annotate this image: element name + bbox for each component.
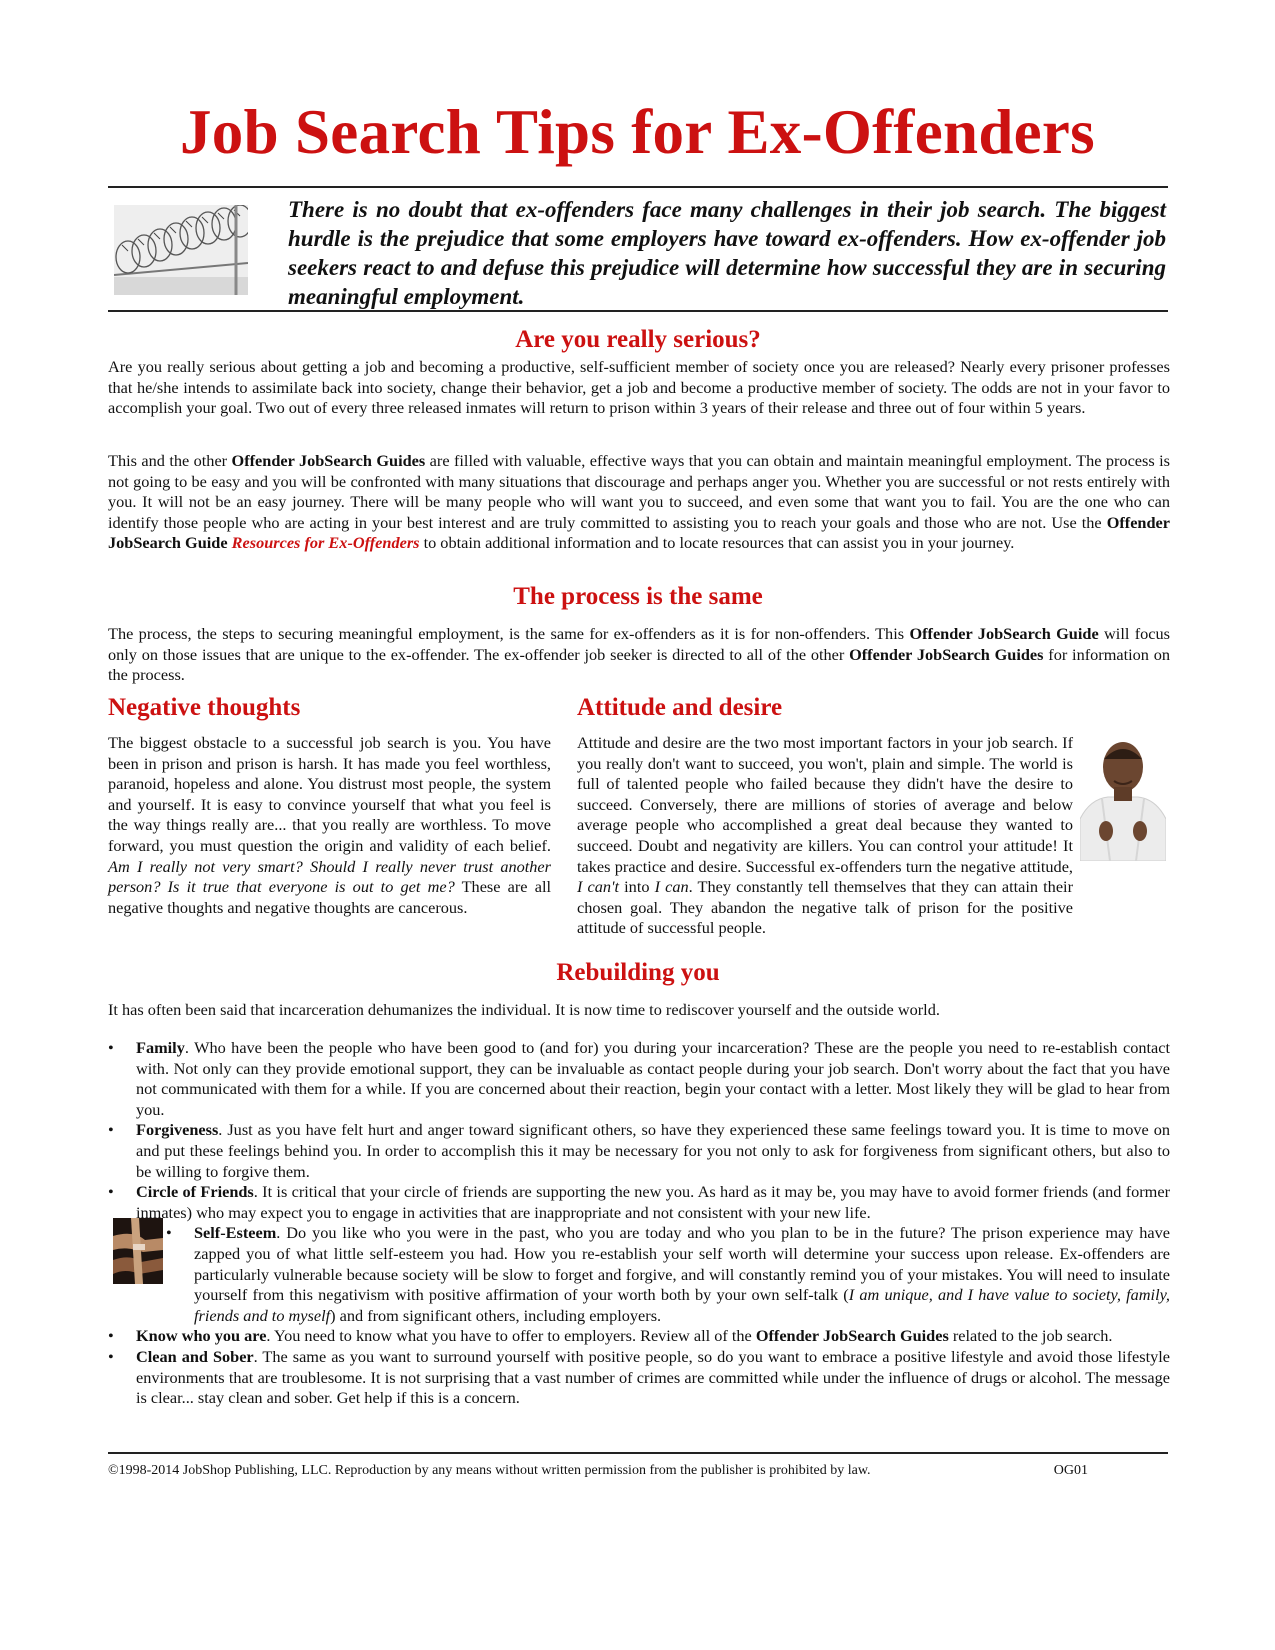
- rebuilding-lead: It has often been said that incarceration dehumanizes the individual. It is now time to rediscover yourself and the outside world.: [108, 1000, 940, 1019]
- document-code: OG01: [1053, 1463, 1088, 1478]
- attitude-paragraph-top: Attitude and desire are the two most important factors in your job search. If you really don't want to succeed, you won't, plain and simple. The world is full of talented people who failed because they didn't have the desire to succeed. Conversely, there are millions of stories of average and below average people who accomplished a great deal because they wanted to succeed. Doubt and negativity are killers. You can control your attitude! It takes practice and desire. Successful ex-offenders turn the negative attitude, I can't into I can. They constantly tell themselves that they can attain their chosen goal. They abandon the negative talk of prison for the positive attitude of successful people.: [577, 733, 1073, 938]
- list-item-forgiveness: • Forgiveness. Just as you have felt hurt and anger toward significant others, so have they experienced these same feelings toward you. It is time to move on and put these feelings behind you. In order to accomplish this it may be necessary for you not only to ask for forgiveness from significant others, but also to be willing to forgive them.: [108, 1120, 1170, 1181]
- heading-negative-thoughts: Negative thoughts: [108, 694, 301, 721]
- man-portrait-image: [1080, 735, 1166, 861]
- list-item-know-who-you-are: • Know who you are. You need to know what you have to offer to employers. Review all of the Offender JobSearch Guides related to the job search.: [108, 1326, 1113, 1346]
- list-item-family: • Family. Who have been the people who have been good to (and for) you during your incarceration? These are the people you need to re-establish contact with. Not only can they provide emotional support, they can be invaluable as contact people during your job search. Don't worry about the fact that you have not communicated with them for a while. If you are concerned about their reaction, begin your contact with a letter. Most likely they will be glad to hear from you.: [108, 1038, 1170, 1119]
- heading-process-is-the-same: The process is the same: [513, 583, 763, 610]
- list-item-clean-and-sober: • Clean and Sober. The same as you want to surround yourself with positive people, so do you want to embrace a positive lifestyle and avoid those lifestyle environments that are troublesome. It is not surprising that a vast number of crimes are committed while under the influence of drugs or alcohol. The message is clear... stay clean and sober. Get help if this is a concern.: [108, 1346, 1170, 1408]
- razor-wire-image: [114, 205, 248, 295]
- resources-link[interactable]: Resources for Ex-Offenders: [231, 533, 420, 553]
- intro-paragraph: There is no doubt that ex-offenders face many challenges in their job search. The biggest hurdle is the prejudice that some employers have toward ex-offenders. How ex-offender job seekers react to and defuse this prejudice will determine how successful they are in securing meaningful employment.: [288, 197, 1166, 309]
- negative-thoughts-paragraph: The biggest obstacle to a successful job search is you. You have been in prison and prison is harsh. It has made you feel worthless, paranoid, hopeless and alone. You distrust most people, the system and yourself. It is easy to convince yourself that what you feel is the way things really are... that you really are worthless. To move forward, you must question the origin and validity of each belief. Am I really not very smart? Should I really never trust another person? Is it true that everyone is out to get me? These are all negative thoughts and negative thoughts are cancerous.: [108, 733, 551, 917]
- list-item-self-esteem: • Self-Esteem. Do you like who you were in the past, who you are today and who you plan to be in the future? The prison experience may have zapped you of what little self-esteem you had. How you re-establish your self worth will determine your success upon release. Ex-offenders are particularly vulnerable because society will be slow to forget and forgive, and will constantly remind you of your mistakes. You will need to insulate yourself from this negativism with positive affirmation of your worth both by your own self-talk (I am unique, and I have value to society, family, friends and to myself) and from significant others, including employers.: [166, 1223, 1171, 1325]
- page-title: Job Search Tips for Ex-Offenders: [179, 97, 1095, 167]
- intro-bottom-rule: [108, 310, 1168, 312]
- footer: [108, 1462, 1168, 1480]
- heading-rebuilding-you: Rebuilding you: [556, 959, 720, 986]
- rebuilding-bullet-list: [108, 1038, 1170, 1409]
- serious-paragraph-1: Are you really serious about getting a job and becoming a productive, self-sufficient member of society once you are released? Nearly every prisoner professes that he/she intends to assimilate back into society, change their behavior, get a job and become a productive member of society. The odds are not in your favor to accomplish your goal. Two out of every three released inmates will return to prison within 3 years of their release and three out of four within 5 years.: [108, 357, 1170, 418]
- razor-wire-icon: [114, 205, 248, 295]
- footer-rule: [108, 1452, 1168, 1454]
- copyright-text: ©1998-2014 JobShop Publishing, LLC. Reproduction by any means without written permission from the publisher is prohibited by law.: [108, 1463, 871, 1478]
- list-item-circle-of-friends: • Circle of Friends. It is critical that your circle of friends are supporting the new you. As hard as it may be, you may have to avoid former friends (and former inmates) who may expect you to engage in activities that are inappropriate and not consistent with your new life.: [108, 1182, 1170, 1222]
- top-rule: [108, 186, 1168, 188]
- heading-attitude-and-desire: Attitude and desire: [577, 694, 783, 721]
- serious-paragraph-2: This and the other Offender JobSearch Guides are filled with valuable, effective ways that you can obtain and maintain meaningful employment. The process is not going to be easy and you will be confronted with many situations that discourage and perhaps anger you. Whether you are successful or not rests entirely with you. It will not be an easy journey. There will be many people who will want you to succeed, and even some that want you to fail. You are the one who can identify those people who are acting in your best interest and are truly committed to assisting you to reach your goals and those who are not. Use the Offender JobSearch Guide Resources for Ex-Offenders to obtain additional information and to locate resources that can assist you in your journey.: [108, 451, 1170, 553]
- man-portrait-icon: [1080, 735, 1166, 861]
- process-paragraph: The process, the steps to securing meaningful employment, is the same for ex-offenders as it is for non-offenders. This Offender JobSearch Guide will focus only on those issues that are unique to the ex-offender. The ex-offender job seeker is directed to all of the other Offender JobSearch Guides for information on the process.: [108, 624, 1170, 685]
- heading-are-you-really-serious: Are you really serious?: [515, 326, 761, 353]
